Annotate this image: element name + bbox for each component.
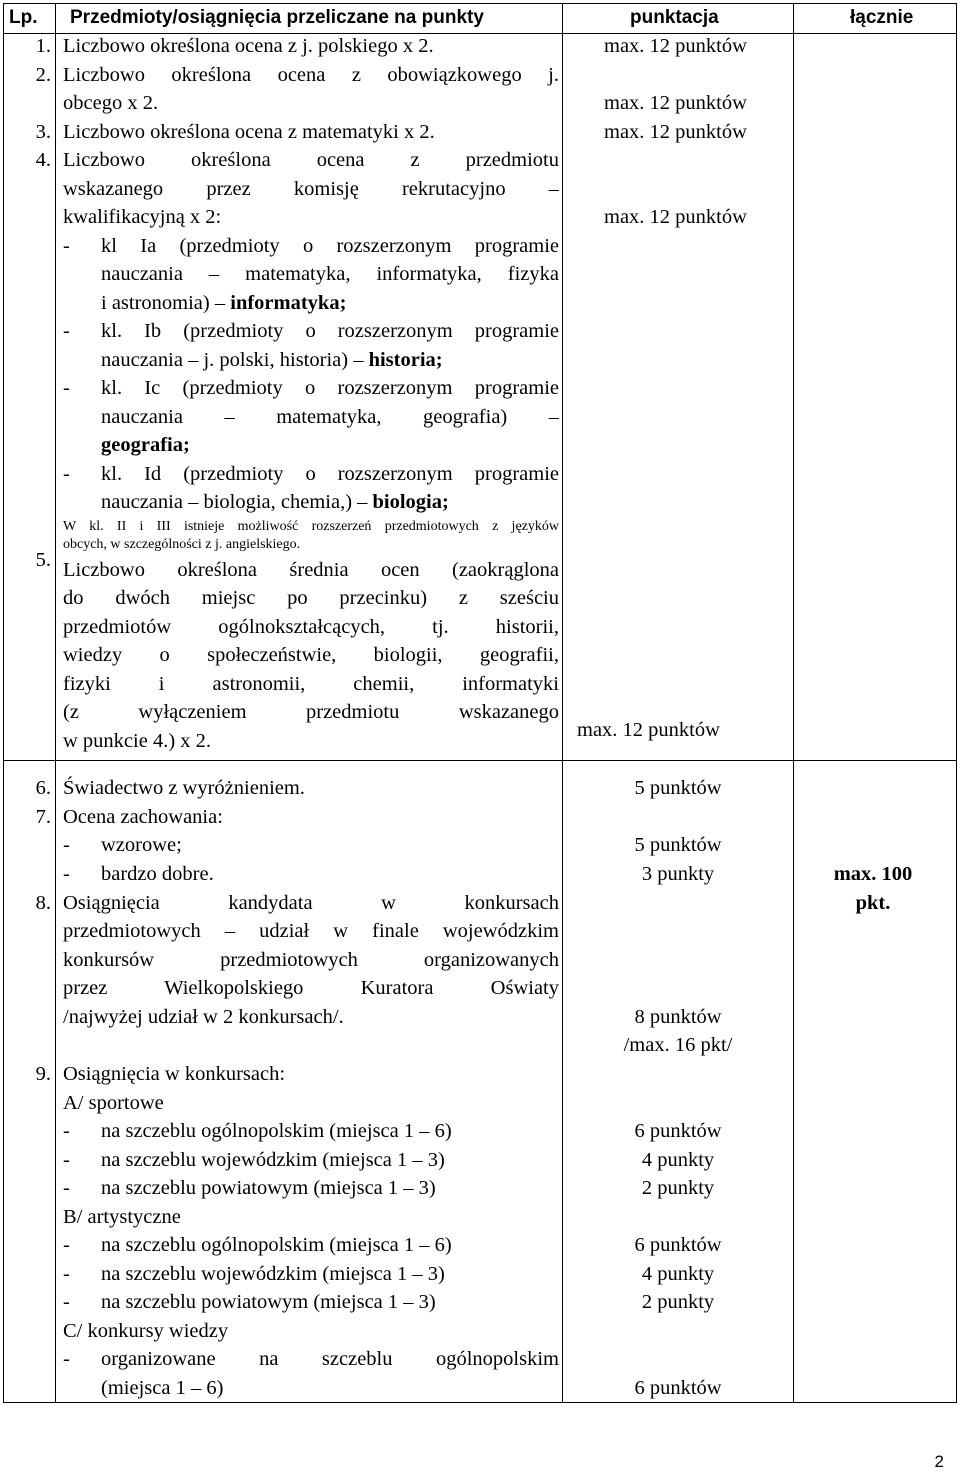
row4-text-line3: kwalifikacyjną x 2:	[63, 206, 222, 228]
behavior-exemplary: wzorowe;	[101, 834, 182, 856]
row8-text-line4: przez Wielkopolskiego Kuratora Oświaty	[63, 977, 559, 999]
row8-text-line2: przedmiotowych – udział w finale wojewódzkim	[63, 920, 559, 942]
knowledge-national-line1: organizowane na szczeblu ogólnopolskim	[101, 1348, 559, 1370]
points-arts-voivodeship: 4 punkty	[641, 1263, 715, 1285]
points-row3: max. 12 punktów	[604, 121, 747, 143]
points-row5: max. 12 punktów	[577, 719, 720, 741]
row-number-9: 9.	[35, 1063, 51, 1085]
points-row1: max. 12 punktów	[604, 35, 747, 57]
sports-voivodeship: na szczeblu wojewódzkim (miejsca 1 – 3)	[101, 1149, 445, 1171]
total-line2: pkt.	[855, 892, 891, 914]
row8-text-line5: /najwyżej udział w 2 konkursach/.	[63, 1006, 344, 1028]
class-ib-line1: kl. Ib (przedmioty o rozszerzonym programie	[101, 320, 559, 342]
points-sports-national: 6 punktów	[634, 1120, 722, 1142]
header-total: łącznie	[850, 7, 914, 28]
knowledge-national-line2: (miejsca 1 – 6)	[101, 1377, 224, 1399]
row2-text-line2: obcego x 2.	[63, 92, 159, 114]
row5-text-line6: (z wyłączeniem przedmiotu wskazanego	[63, 701, 559, 723]
header-points: punktacja	[630, 7, 719, 28]
header-subject: Przedmioty/osiągnięcia przeliczane na punkty	[70, 7, 484, 28]
arts-heading: B/ artystyczne	[63, 1206, 181, 1228]
dash-a3: -	[63, 1177, 70, 1199]
points-sports-voivodeship: 4 punkty	[641, 1149, 715, 1171]
arts-national: na szczeblu ogólnopolskim (miejsca 1 – 6)	[101, 1234, 452, 1256]
row5-text-line4: wiedzy o społeczeństwie, biologii, geografii,	[63, 644, 559, 666]
points-row6: 5 punktów	[634, 777, 722, 799]
row4-text-line2: wskazanego przez komisję rekrutacyjno –	[63, 178, 559, 200]
dash-ia: -	[63, 235, 70, 257]
class-ia-line1: kl Ia (przedmioty o rozszerzonym programie	[101, 235, 559, 257]
sports-heading: A/ sportowe	[63, 1092, 164, 1114]
header-lp: Lp.	[9, 7, 38, 28]
section-divider	[3, 760, 957, 761]
dash-b3: -	[63, 1291, 70, 1313]
row-number-8: 8.	[35, 892, 51, 914]
sports-national: na szczeblu ogólnopolskim (miejsca 1 – 6)	[101, 1120, 452, 1142]
class-ic-line3: geografia;	[101, 434, 190, 456]
note-line2: obcych, w szczególności z j. angielskiego.	[63, 537, 301, 552]
points-arts-county: 2 punkty	[641, 1291, 715, 1313]
page-number: 2	[934, 1452, 944, 1471]
row-number-6: 6.	[35, 777, 51, 799]
behavior-very-good: bardzo dobre.	[101, 863, 214, 885]
row-number-2: 2.	[35, 64, 51, 86]
class-ia-line2: nauczania – matematyka, informatyka, fizyka	[101, 263, 559, 285]
row1-text: Liczbowo określona ocena z j. polskiego x 2.	[63, 35, 434, 57]
sports-county: na szczeblu powiatowym (miejsca 1 – 3)	[101, 1177, 436, 1199]
row-number-7: 7.	[35, 806, 51, 828]
row9-text: Osiągnięcia w konkursach:	[63, 1063, 286, 1085]
row3-text: Liczbowo określona ocena z matematyki x 2.	[63, 121, 435, 143]
class-ic-line2: nauczania – matematyka, geografia) –	[101, 406, 559, 428]
arts-county: na szczeblu powiatowym (miejsca 1 – 3)	[101, 1291, 436, 1313]
class-id-line2: nauczania – biologia, chemia,) – biologia;	[101, 491, 449, 513]
points-row4: max. 12 punktów	[604, 206, 747, 228]
row8-text-line1: Osiągnięcia kandydata w konkursach	[63, 892, 559, 914]
row7-text: Ocena zachowania:	[63, 806, 223, 828]
row5-text-line3: przedmiotów ogólnokształcących, tj. historii,	[63, 616, 559, 638]
row4-text-line1: Liczbowo określona ocena z przedmiotu	[63, 149, 559, 171]
class-ic-line1: kl. Ic (przedmioty o rozszerzonym programie	[101, 377, 559, 399]
dash-w1: -	[63, 834, 70, 856]
dash-a1: -	[63, 1120, 70, 1142]
col-divider-1	[55, 3, 56, 1403]
row5-text-line2: do dwóch miejsc po przecinku) z sześciu	[63, 587, 559, 609]
class-ib-line2: nauczania – j. polski, historia) – historia;	[101, 349, 443, 371]
dash-b1: -	[63, 1234, 70, 1256]
row5-text-line5: fizyki i astronomii, chemii, informatyki	[63, 673, 559, 695]
dash-c1: -	[63, 1348, 70, 1370]
points-very-good: 3 punkty	[641, 863, 715, 885]
row2-text-line1: Liczbowo określona ocena z obowiązkowego j.	[63, 64, 559, 86]
class-id-line1: kl. Id (przedmioty o rozszerzonym programie	[101, 463, 559, 485]
dash-b2: -	[63, 1263, 70, 1285]
points-sports-county: 2 punkty	[641, 1177, 715, 1199]
points-row8: 8 punktów	[634, 1006, 722, 1028]
row-number-1: 1.	[35, 35, 51, 57]
points-row8-max: /max. 16 pkt/	[623, 1034, 733, 1056]
points-arts-national: 6 punktów	[634, 1234, 722, 1256]
points-knowledge-national: 6 punktów	[634, 1377, 722, 1399]
arts-voivodeship: na szczeblu wojewódzkim (miejsca 1 – 3)	[101, 1263, 445, 1285]
points-row2: max. 12 punktów	[604, 92, 747, 114]
knowledge-heading: C/ konkursy wiedzy	[63, 1320, 229, 1342]
row-number-3: 3.	[35, 121, 51, 143]
row6-text: Świadectwo z wyróżnieniem.	[63, 777, 305, 799]
class-ia-line3: i astronomia) – informatyka;	[101, 292, 347, 314]
points-exemplary: 5 punktów	[634, 834, 722, 856]
row8-text-line3: konkursów przedmiotowych organizowanych	[63, 949, 559, 971]
dash-ib: -	[63, 320, 70, 342]
dash-a2: -	[63, 1149, 70, 1171]
dash-w2: -	[63, 863, 70, 885]
total-line1: max. 100	[833, 863, 913, 885]
dash-ic: -	[63, 377, 70, 399]
note-line1: W kl. II i III istnieje możliwość rozszerzeń przedmiotowych z języków	[63, 519, 559, 534]
dash-id: -	[63, 463, 70, 485]
row-number-4: 4.	[35, 149, 51, 171]
row5-text-line7: w punkcie 4.) x 2.	[63, 730, 212, 752]
row5-text-line1: Liczbowo określona średnia ocen (zaokrąglona	[63, 559, 559, 581]
row-number-5: 5.	[35, 549, 51, 571]
